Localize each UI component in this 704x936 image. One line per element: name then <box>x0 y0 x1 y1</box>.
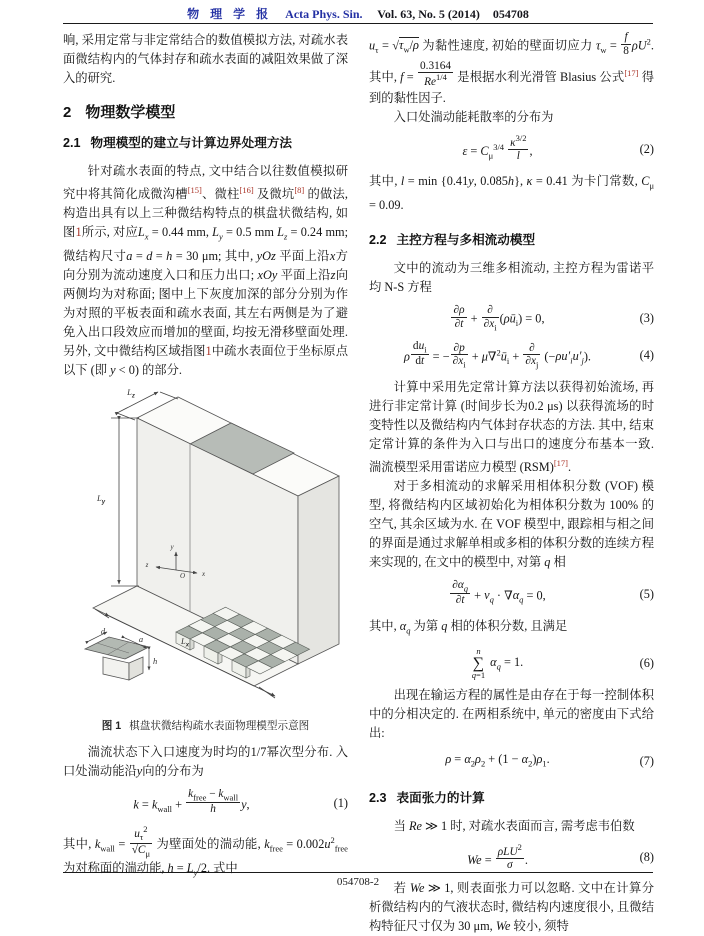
equation-4-number: (4) <box>639 347 654 362</box>
figure-1-caption: 图 1 棋盘状微结构疏水表面物理模型示意图 <box>101 719 310 732</box>
equation-8-number: (8) <box>639 849 654 864</box>
equation-2: $\varepsilon = C_\mu^{3/4}$ $\frac{\kappa^{3/2}}{l}$ , (2) <box>462 132 654 163</box>
paragraph-weber: 若 We ≫ 1, 则表面张力可以忽略. 文中在计算分析微结构内的气液状态时, 微结构内速度很小, 且微结构特征尺寸仅为 30 μm, We 较小, 须特 <box>369 880 655 933</box>
equation-5-number: (5) <box>639 586 654 601</box>
footer-rule <box>63 872 653 873</box>
equation-7: $\rho = \alpha_2\rho_2 + (1 - \alpha_2)\rho_1$. (7) <box>369 750 654 773</box>
dim-h-label: h <box>153 655 158 666</box>
equation-1-number: (1) <box>333 795 348 810</box>
Lz-label: $L_z$ <box>127 386 135 400</box>
paragraph-model: 针对疏水表面的特点, 文中结合以往数值模拟研究中将其简化成微沟槽[15]、微柱[16] 及微坑[8] 的做法, 构造出具有以上三种微结构特点的棋盘状微结构, 如图1所示, 对应$L_x = 0.44$ mm, $L_y = 0.5$ mm $L_z = 0.24$ mm; 微结构尺寸a = d = h = 30 μm; 其中, yOz 平面上沿x方向分别为流动速度入口和压力出口; xOy 平面上沿z向两侧均为对称面; 图中上下灰度加深的部分分别为作为对照的平板表面和疏水表面, 其左右两侧是为了避免入出口段效应而增加的壁面, 均按无滑移壁面处理. 另外, 文中微结构区域指图1中疏水表面位于坐标原点以下 (即 y < 0) 的部分. <box>63 164 348 377</box>
section-2-2-heading: 2.2 主控方程与多相流动模型 <box>369 232 536 247</box>
header-rule <box>63 23 653 24</box>
journal-name-cn: 物 理 学 报 <box>187 7 273 21</box>
figure1-link[interactable]: 1 <box>205 343 212 358</box>
page-header <box>63 5 653 22</box>
paragraph-carryover: 响, 采用定常与非定常结合的数值模拟方法, 对疏水表面微结构内的气体封存和疏水表面的减阻效果做了深入的研究. <box>63 33 348 85</box>
citation-8[interactable]: [8] <box>294 185 305 195</box>
slab-right-face <box>298 476 339 664</box>
paragraph-utau: $u_\tau = √\tau_w/\rho$ 为黏性速度, 初始的壁面切应力 $\tau_w$ = $\frac{f}{8}$ $\rho U^2$. 其中, f = $\frac{0.3164}{Re^{1/4}}$ 是根据水利光滑管 Blasius 公式[17] 得到的黏性因子. <box>369 31 654 105</box>
paragraph-calc-method: 计算中采用先定常计算方法以获得初始流场, 再进行非定常计算 (时间步长为0.2 μs) 以获得流场的时变特性以及微结构内气体封存状态的方法. 其中, 结束定常计算的条件为入口与出口的速度分布基本一致. 湍流模型采用雷诺应力模型 (RSM)[17]. <box>369 379 654 474</box>
citation-15[interactable]: [15] <box>187 185 202 195</box>
section-2-3-heading: 2.3 表面张力的计算 <box>369 790 485 805</box>
equation-3: $\frac{\partial\rho}{\partial t}$ + $\frac{\partial}{\partial x_i}$ $(\rho ū_i) = 0$, (3) <box>453 303 654 332</box>
equation-6-number: (6) <box>639 655 654 670</box>
journal-name-en: Acta Phys. Sin. <box>285 7 363 21</box>
citation-17[interactable]: [17] <box>553 457 568 468</box>
figure1-link[interactable]: 1 <box>75 225 82 240</box>
axis-x-label: x <box>202 569 206 578</box>
equation-5: $\frac{\partial\alpha_q}{\partial t}$ + $v_q \cdot \nabla\alpha_q = 0$, (5) <box>452 578 654 607</box>
paragraph-reynolds: 当 Re ≫ 1 时, 对疏水表面而言, 需考虑韦伯数 <box>393 818 635 833</box>
Ly-label: $L_y$ <box>96 492 106 506</box>
figure-1 <box>63 386 348 733</box>
paragraph-transport: 出现在输运方程的属性是由存在于每一控制体积中的分相决定的. 在两相系统中, 单元的密度由下式给出: <box>369 688 654 741</box>
paragraph-alpha: 其中, $\alpha_q$ 为第 q 相的体积分数, 且满足 <box>369 618 568 636</box>
paragraph-length-scale: 其中, l = min {0.41y, 0.085h}, κ = 0.41 为卡门常数, $C_\mu = 0.09$. <box>369 174 655 212</box>
journal-volume: Vol. 63, No. 5 (2014) <box>377 7 480 21</box>
left-column <box>63 31 348 883</box>
equation-1: $k = k_{wall}$ + $\frac{k_{free} - k_{wall}}{h}$ y, (1) <box>133 787 348 816</box>
dim-d-label: d <box>100 625 106 636</box>
paragraph-kwall: 其中, $k_{wall}$ = $\frac{u_\tau^2}{√C_\mu}$ 为壁面处的湍动能, $k_{free} = 0.002u^2_{free}$ 为对称面的湍动能, $h = L_y/2$. 式中 <box>63 824 348 878</box>
dimension-Ly <box>111 418 139 586</box>
paragraph-vof: 对于多相流动的求解采用相体积分数 (VOF) 模型, 将微结构内区域初始化为相体积分数为 100% 的空气, 其余区域为水. 在 VOF 模型中, 跟踪相与相之间的界面是通过求解单相或多相的体积分数的连续方程来实现的, 在文中的模型中, 对第 q 相 <box>369 478 654 569</box>
origin-label: O <box>180 571 186 580</box>
right-column <box>369 31 654 936</box>
footer-page-number: 054708-2 <box>336 876 380 888</box>
section-2-heading: 2 物理数学模型 <box>63 104 176 121</box>
paragraph-turbulence: 湍流状态下入口速度为时均的1/7幂次型分布. 入口处湍动能沿y向的分布为 <box>63 744 348 778</box>
article-number: 054708 <box>492 7 529 21</box>
equation-7-number: (7) <box>639 754 654 769</box>
citation-16[interactable]: [16] <box>239 185 254 195</box>
equation-8: We = $\frac{\rho LU^2}{\sigma}$ . (8) <box>467 841 654 872</box>
figure-1-drawing <box>63 386 348 716</box>
axis-y-label: y <box>170 542 174 551</box>
paragraph-ns: 文中的流动为三维多相流动, 主控方程为雷诺平均 N-S 方程 <box>369 260 654 294</box>
axis-z-label: z <box>145 560 149 569</box>
equation-6: n ∑ q=1 $\alpha_q = 1$. (6) <box>471 646 654 680</box>
citation-17[interactable]: [17] <box>624 67 639 78</box>
paragraph-epsilon-intro: 入口处湍动能耗散率的分布为 <box>393 109 554 124</box>
section-2-1-heading: 2.1 物理模型的建立与计算边界处理方法 <box>63 136 293 150</box>
equation-3-number: (3) <box>639 310 654 325</box>
equation-2-number: (2) <box>639 142 654 157</box>
dim-a-label: a <box>138 633 144 644</box>
equation-4: ρ $\frac{du_i}{dt}$ = − $\frac{\partial p}{\partial x_i}$ + $\mu\nabla^2ū_i$ + $\frac{\partial}{\partial x_j}$ $(-\rho u'_iu'_j)$. (4) <box>404 339 654 370</box>
Lx-label: $L_x$ <box>180 635 190 649</box>
